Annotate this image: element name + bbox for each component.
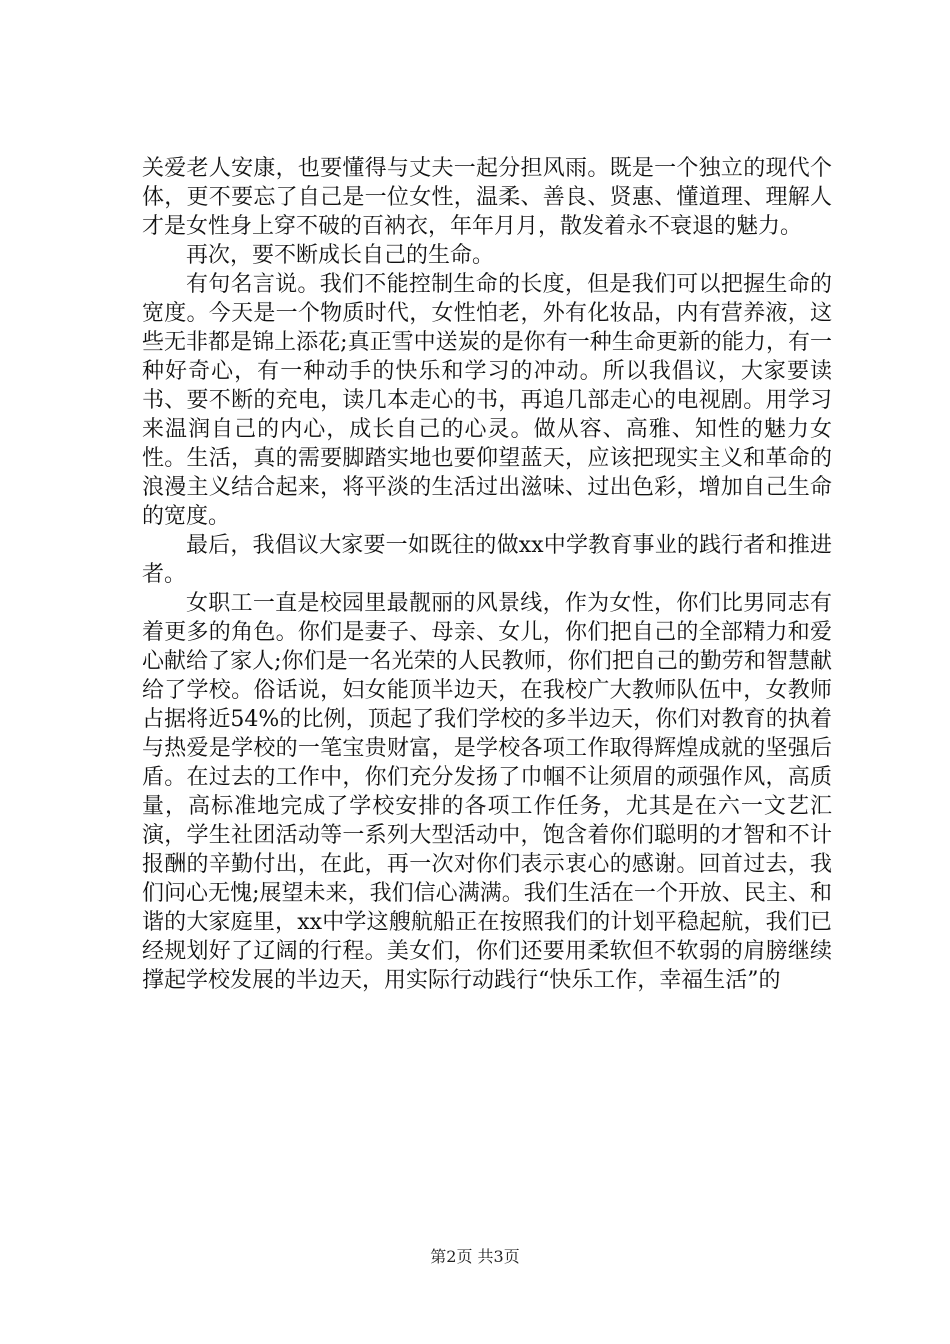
paragraph-finally: 最后，我倡议大家要一如既往的做xx中学教育事业的践行者和推进者。 <box>142 533 832 587</box>
paragraph-female-staff: 女职工一直是校园里最靓丽的风景线，作为女性，你们比男同志有着更多的角色。你们是妻子、母亲、女儿，你们把自己的全部精力和爱心献给了家人;你们是一名光荣的人民教师，你们把自己的勤劳和智慧献给了学校。俗话说，妇女能顶半边天，在我校广大教师队伍中，女教师占据将近54%的比例，顶起了我们学校的多半边天，你们对教育的执着与热爱是学校的一笔宝贵财富，是学校各项工作取得辉煌成就的坚强后盾。在过去的工作中，你们充分发扬了巾帼不让须眉的顽强作风，高质量，高标准地完成了学校安排的各项工作任务，尤其是在六一文艺汇演，学生社团活动等一系列大型活动中，饱含着你们聪明的才智和不计报酬的辛勤付出，在此，再一次对你们表示衷心的感谢。回首过去，我们问心无愧;展望未来，我们信心满满。我们生活在一个开放、民主、和谐的大家庭里，xx中学这艘航船正在按照我们的计划平稳起航，我们已经规划好了辽阔的行程。美女们，你们还要用柔软但不软弱的肩膀继续撑起学校发展的半边天，用实际行动践行“快乐工作，幸福生活”的 <box>142 591 832 993</box>
paragraph-continuation: 关爱老人安康，也要懂得与丈夫一起分担风雨。既是一个独立的现代个体，更不要忘了自己是一位女性，温柔、善良、贤惠、懂道理、理解人才是女性身上穿不破的百衲衣，年年月月，散发着永不衰退的魅力。 <box>142 156 832 239</box>
paragraph-heading-again: 再次，要不断成长自己的生命。 <box>186 243 495 268</box>
paragraph-life-width: 有句名言说。我们不能控制生命的长度，但是我们可以把握生命的宽度。今天是一个物质时代，女性怕老，外有化妆品，内有营养液，这些无非都是锦上添花;真正雪中送炭的是你有一种生命更新的能力，有一种好奇心，有一种动手的快乐和学习的冲动。所以我倡议，大家要读书、要不断的充电，读几本走心的书，再追几部走心的电视剧。用学习来温润自己的内心，成长自己的心灵。做从容、高雅、知性的魅力女性。生活，真的需要脚踏实地也要仰望蓝天，应该把现实主义和革命的浪漫主义结合起来，将平淡的生活过出滋味、过出色彩，增加自己生命的宽度。 <box>142 272 832 529</box>
page-number-footer: 第2页 共3页 <box>430 1247 520 1266</box>
document-body <box>142 154 832 995</box>
